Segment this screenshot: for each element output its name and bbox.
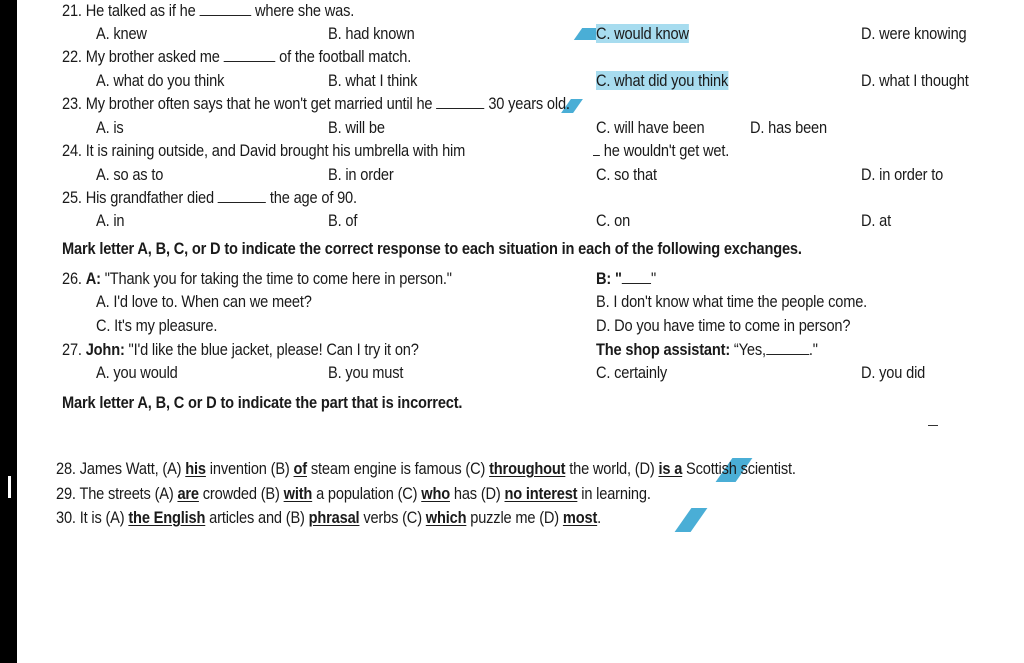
q21-option-a[interactable]: A. knew: [96, 24, 147, 43]
instruction-exchanges: Mark letter A, B, C, or D to indicate the correct response to each situation in each of the following exchanges.: [62, 239, 802, 258]
q22-option-a[interactable]: A. what do you think: [96, 71, 225, 90]
q27-option-d[interactable]: D. you did: [861, 363, 926, 382]
q23-option-a[interactable]: A. is: [96, 118, 124, 137]
q26-option-b[interactable]: B. I don't know what time the people come.: [596, 292, 868, 311]
question-24-cont: he wouldn't get wet.: [593, 140, 729, 162]
q26-option-c[interactable]: C. It's my pleasure.: [96, 316, 218, 335]
q25-option-c[interactable]: C. on: [596, 211, 631, 230]
question-30: 30. It is (A) the English articles and (B) phrasal verbs (C) which puzzle me (D) most.: [56, 508, 602, 527]
question-23: 23. My brother often says that he won't get married until he 30 years old.: [62, 94, 570, 113]
q27-option-b[interactable]: B. you must: [328, 363, 404, 382]
question-26: 26. A: "Thank you for taking the time to come here in person.": [62, 269, 452, 288]
q27-option-a[interactable]: A. you would: [96, 363, 178, 382]
question-28: 28. James Watt, (A) his invention (B) of steam engine is famous (C) throughout the world, (D) is a Scottish scientist.: [56, 459, 796, 478]
question-25: 25. His grandfather died the age of 90.: [62, 188, 357, 207]
q27-reply: The shop assistant: “Yes, .": [596, 340, 818, 359]
edge-notch: [8, 476, 11, 498]
q22-option-d[interactable]: D. what I thought: [861, 71, 969, 90]
question-27: 27. John: "I'd like the blue jacket, please! Can I try it on?: [62, 340, 419, 359]
q25-option-b[interactable]: B. of: [328, 211, 358, 230]
q24-option-b[interactable]: B. in order: [328, 165, 394, 184]
stray-dash-mark: [928, 425, 938, 426]
q25-option-d[interactable]: D. at: [861, 211, 892, 230]
q22-option-c[interactable]: C. what did you think: [596, 71, 729, 90]
q21-option-b[interactable]: B. had known: [328, 24, 415, 43]
q23-option-d[interactable]: D. has been: [750, 118, 827, 137]
question-21: 21. He talked as if he where she was.: [62, 1, 355, 20]
instruction-incorrect-part: Mark letter A, B, C or D to indicate the part that is incorrect.: [62, 393, 463, 412]
q25-option-a[interactable]: A. in: [96, 211, 125, 230]
q22-option-b[interactable]: B. what I think: [328, 71, 418, 90]
q24-option-c[interactable]: C. so that: [596, 165, 657, 184]
left-edge-bar: [0, 0, 17, 663]
question-22: 22. My brother asked me of the football match.: [62, 47, 412, 66]
q23-option-b[interactable]: B. will be: [328, 118, 385, 137]
q26-reply: B: " ": [596, 269, 656, 288]
question-29: 29. The streets (A) are crowded (B) with a population (C) who has (D) no interest in learning.: [56, 484, 651, 503]
q27-option-c[interactable]: C. certainly: [596, 363, 668, 382]
q21-option-c[interactable]: C. would know: [596, 24, 689, 43]
q26-option-a[interactable]: A. I'd love to. When can we meet?: [96, 292, 312, 311]
highlighter-mark: [675, 508, 708, 532]
question-24: 24. It is raining outside, and David brought his umbrella with him: [62, 141, 466, 160]
q23-option-c[interactable]: C. will have been: [596, 118, 705, 137]
q24-option-a[interactable]: A. so as to: [96, 165, 164, 184]
worksheet-page: [30, 0, 1024, 663]
q21-option-d[interactable]: D. were knowing: [861, 24, 967, 43]
q24-option-d[interactable]: D. in order to: [861, 165, 944, 184]
q26-option-d[interactable]: D. Do you have time to come in person?: [596, 316, 851, 335]
